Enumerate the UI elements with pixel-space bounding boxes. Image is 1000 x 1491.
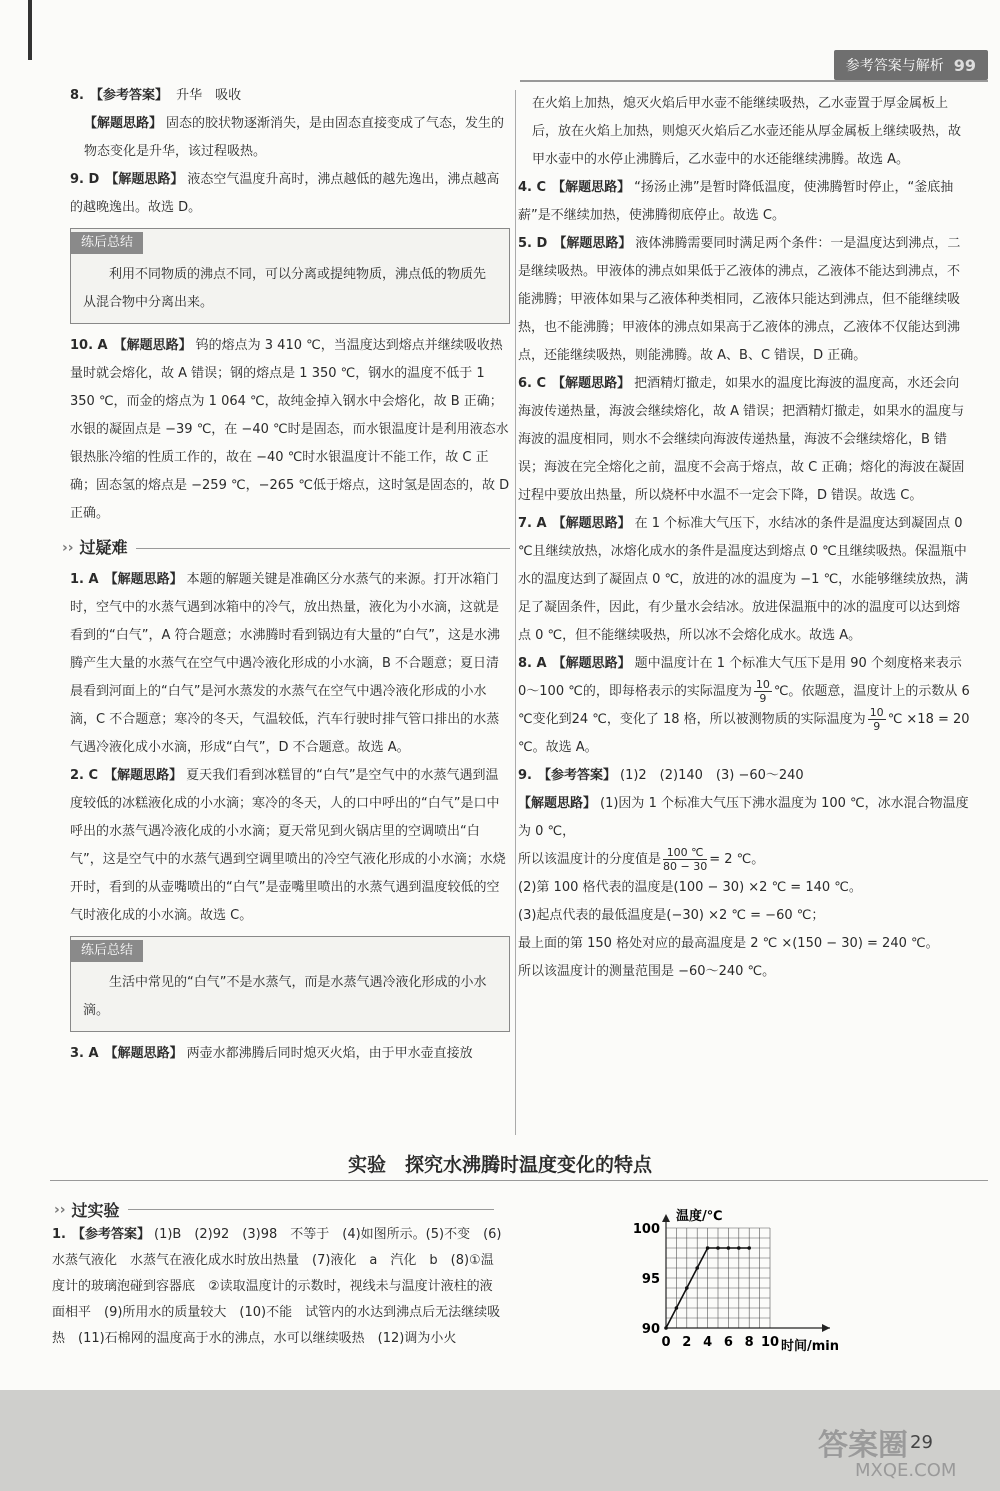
left-column — [62, 82, 510, 1068]
hint-text: 液体沸腾需要同时满足两个条件：一是温度达到沸点，二是继续吸热。甲液体的沸点如果低于乙液体的沸点，乙液体不能达到沸点，不能沸腾；甲液体如果与乙液体种类相同，乙液体只能达到沸点，但不能继续吸热，也不能沸腾；甲液体的沸点如果高于乙液体的沸点，乙液体不仅能达到沸点，还能继续吸热，则能沸腾。故 A、B、C 错误，D 正确。 — [518, 236, 961, 363]
answer-tag: 【参考答案】 — [89, 88, 168, 103]
difficult-2 — [70, 762, 510, 930]
answer-9-line: (3)起点代表的最低温度是(−30) ×2 ℃ = −60 ℃； — [518, 908, 825, 923]
fraction-numerator: 10 — [755, 678, 770, 691]
answer-8 — [70, 82, 510, 110]
column-divider — [515, 90, 516, 1135]
logo-icon: 99 — [953, 55, 976, 75]
hint-text: ℃。依题意，温度计上的示数从 6 ℃变化到24 ℃，变化了 18 格，所以被测物质的实际温度为 — [518, 684, 970, 727]
hint-tag: 【解题思路】 — [104, 768, 183, 783]
answer-9-hint — [518, 790, 970, 846]
hint-text: 夏天我们看到冰糕冒的“白气”是空气中的水蒸气遇到温度较低的冰糕液化成的小水滴；寒冷的冬天，人的口中呼出的“白气”是口中呼出的水蒸气遇冷液化成的小水滴；夏天常见到火锅店里的空调喷出“白气”，这是空气中的水蒸气遇到空调里喷出的冷空气液化形成的小水滴；水烧开时，看到的从壶嘴喷出的“白气”是壶嘴里喷出的水蒸气遇到温度较低的空气时液化成的小水滴。故选 C。 — [70, 768, 506, 923]
hint-text: “扬汤止沸”是暂时降低温度，使沸腾暂时停止，“釜底抽薪”是不继续加热，使沸腾彻底停止。故选 C。 — [518, 180, 954, 223]
answer-9-line: (2)第 100 格代表的温度是(100 − 30) ×2 ℃ = 140 ℃。 — [518, 880, 862, 895]
section-title: 过疑难 — [79, 538, 128, 557]
data-point — [685, 1286, 689, 1290]
difficult-7 — [518, 510, 970, 650]
x-tick-label: 6 — [723, 1335, 733, 1350]
x-tick-label: 8 — [744, 1335, 754, 1350]
answer-text: (1)2 (2)140 (3) −60～240 — [620, 768, 804, 783]
question-number: 7. A — [518, 516, 547, 531]
question-number: 10. A — [70, 338, 108, 353]
hint-tag: 【解题思路】 — [553, 236, 632, 251]
answer-tag: 【参考答案】 — [537, 768, 616, 783]
y-tick-label: 95 — [641, 1272, 660, 1287]
data-point — [695, 1266, 699, 1270]
x-tick-label: 10 — [760, 1335, 780, 1350]
fraction-denominator: 9 — [873, 720, 881, 733]
difficult-1 — [70, 566, 510, 762]
data-point — [727, 1246, 731, 1250]
summary-box — [70, 228, 510, 324]
header-rule — [520, 80, 988, 82]
hint-text: 在 1 个标准大气压下，水结冰的条件是温度达到凝固点 0 ℃且继续放热，冰熔化成水的条件是温度达到熔点 0 ℃且继续吸热。保温瓶中水的温度达到了凝固点 0 ℃，放进的冰的温度为 −1 ℃，水能够继续放热，满足了凝固条件，因此，有少量水会结冰。放进保温瓶中的冰的温度可以达到熔点 0 ℃，但不能继续吸热，所以冰不会熔化成水。故选 A。 — [518, 516, 969, 643]
data-point — [706, 1246, 710, 1250]
hint-tag: 【解题思路】 — [104, 572, 183, 587]
question-number: 1. A — [70, 572, 99, 587]
hint-text: (1)因为 1 个标准大气压下沸水温度为 100 ℃，冰水混合物温度为 0 ℃， — [518, 796, 969, 839]
hint-tag: 【解题思路】 — [552, 376, 631, 391]
temperature-chart-svg — [620, 1200, 880, 1370]
section-title: 过实验 — [71, 1201, 120, 1220]
hint-tag: 【解题思路】 — [518, 796, 597, 811]
question-number: 8. — [70, 88, 84, 103]
x-axis-label: 时间/min — [780, 1339, 840, 1354]
answer-8-hint — [70, 110, 510, 166]
answer-tag: 【参考答案】 — [71, 1227, 150, 1242]
hint-tag: 【解题思路】 — [104, 1046, 183, 1061]
data-point — [747, 1246, 751, 1250]
hint-text: 把酒精灯撤走，如果水的温度比海波的温度高，水还会向海波传递热量，海波会继续熔化，故 A 错误；把酒精灯撤走，如果水的温度与海波的温度相同，则水不会继续向海波传递热量，海波不会继续熔化，B 错误；海波在完全熔化之前，温度不会高于熔点，故 C 正确；熔化的海波在凝固过程中要放出热量，所以烧杯中水温不一定会下降，D 错误。故选 C。 — [518, 376, 965, 503]
section-heading-difficult — [62, 534, 510, 562]
answer-9-line — [518, 846, 970, 874]
section-heading-experiment — [54, 1198, 494, 1221]
difficult-6 — [518, 370, 970, 510]
question-number: 9. — [518, 768, 532, 783]
y-tick-label: 100 — [632, 1222, 660, 1237]
hint-tag: 【解题思路】 — [552, 516, 631, 531]
hint-text: 两壶水都沸腾后同时熄灭火焰，由于甲水壶直接放 — [186, 1046, 473, 1061]
y-axis-arrow — [662, 1214, 670, 1222]
question-number: 9. D — [70, 172, 100, 187]
summary-box-title: 练后总结 — [71, 232, 143, 254]
fraction — [868, 706, 886, 733]
margin-bar — [28, 0, 32, 60]
answer-9-right — [518, 762, 970, 790]
hint-text: 本题的解题关键是准确区分水蒸气的来源。打开冰箱门时，空气中的水蒸气遇到冰箱中的冷气，放出热量，液化为小水滴，这就是看到的“白气”，A 符合题意；水沸腾时看到锅边有大量的“白气”，这是水沸腾产生大量的水蒸气在空气中遇冷液化形成的小水滴，B 不合题意；夏日清晨看到河面上的“白气”是河水蒸发的水蒸气在空气中遇冷液化形成的小水滴，C 不合题意；寒冷的冬天，气温较低，汽车行驶时排气管口排出的水蒸气遇冷液化成小水滴，形成“白气”，D 不合题意。故选 A。 — [70, 572, 500, 755]
answer-text: 升华 吸收 — [176, 88, 242, 103]
hint-tag: 【解题思路】 — [105, 172, 184, 187]
difficult-4 — [518, 174, 970, 230]
hint-text: = 2 ℃。 — [709, 852, 765, 867]
hint-tag: 【解题思路】 — [84, 116, 163, 131]
hint-text: 液态空气温度升高时，沸点越低的越先逸出，沸点越高的越晚逸出。故选 D。 — [70, 172, 500, 215]
question-number: 2. C — [70, 768, 99, 783]
header-tag — [834, 50, 988, 80]
question-number: 3. A — [70, 1046, 99, 1061]
answer-9 — [70, 166, 510, 222]
x-tick-label: 0 — [661, 1335, 671, 1350]
answer-text: (1)B (2)92 (3)98 不等于 (4)如图所示。(5)不变 (6)水蒸气液化 水蒸气在液化成水时放出热量 (7)液化 a 汽化 b (8)①温度计的玻璃泡碰到容器底 ②读取温度计的示数时，视线未与温度计液柱的液面相平 (9)所用水的质量较大 (10)不能 试管内的水达到沸点后无法继续吸热 (11)石棉网的温度高于水的沸点，水可以继续吸热 (12)调为小火 — [52, 1227, 502, 1346]
hint-text: ℃ ×18 = 20 ℃。故选 A。 — [518, 712, 970, 755]
answer-9-line: 所以该温度计的测量范围是 −60～240 ℃。 — [518, 964, 776, 979]
hint-text: 钨的熔点为 3 410 ℃，当温度达到熔点并继续吸收热量时就会熔化，故 A 错误；钢的熔点是 1 350 ℃，钢水的温度不低于 1 350 ℃，而金的熔点为 1 064 ℃，故纯金掉入钢水中会熔化，故 B 正确；水银的凝固点是 −39 ℃，在 −40 ℃时是固态，而水银温度计是利用液态水银热胀冷缩的性质工作的，故在 −40 ℃时水银温度计不能工作，故 C 正确；固态氢的熔点是 −259 ℃，−265 ℃低于熔点，这时氢是固态的，故 D 正确。 — [70, 338, 510, 521]
fraction-numerator: 100 ℃ — [663, 846, 707, 860]
summary-box-text: 利用不同物质的沸点不同，可以分离或提纯物质，沸点低的物质先从混合物中分离出来。 — [83, 267, 487, 310]
y-axis-label: 温度/℃ — [676, 1209, 723, 1224]
watermark-logo: 答案圈 — [818, 1428, 908, 1463]
hint-text: 所以该温度计的分度值是 — [518, 852, 662, 867]
data-point — [716, 1246, 720, 1250]
question-number: 4. C — [518, 180, 547, 195]
question-number: 6. C — [518, 376, 547, 391]
summary-box — [70, 936, 510, 1032]
temperature-chart — [620, 1200, 880, 1370]
summary-box-text: 生活中常见的“白气”不是水蒸气，而是水蒸气遇冷液化形成的小水滴。 — [83, 975, 487, 1018]
difficult-5 — [518, 230, 970, 370]
hint-tag: 【解题思路】 — [552, 656, 631, 671]
section-rule — [128, 1209, 494, 1210]
hint-text: 题中温度计在 1 个标准大气压下是用 90 个刻度格来表示 0～100 ℃的，即每格表示的实际温度为 — [518, 656, 962, 699]
x-tick-label: 2 — [682, 1335, 692, 1350]
hint-tag: 【解题思路】 — [552, 180, 631, 195]
summary-box-title: 练后总结 — [71, 940, 143, 962]
chevron-icon: ›› — [62, 540, 74, 556]
fraction-numerator: 10 — [869, 706, 884, 719]
page-number: 29 — [910, 1432, 933, 1453]
fraction-denominator: 80 − 30 — [663, 860, 708, 873]
fraction-denominator: 9 — [759, 692, 767, 705]
answer-9-line: 最上面的第 150 格处对应的最高温度是 2 ℃ ×(150 − 30) = 240 ℃。 — [518, 936, 939, 951]
data-point — [664, 1326, 668, 1330]
fraction — [754, 678, 772, 705]
experiment-title: 实验 探究水沸腾时温度变化的特点 — [347, 1154, 652, 1176]
data-point — [737, 1246, 741, 1250]
x-axis-arrow — [822, 1324, 830, 1332]
hint-tag: 【解题思路】 — [113, 338, 192, 353]
question-number: 8. A — [518, 656, 547, 671]
hint-text: 固态的胶状物逐渐消失，是由固态直接变成了气态，发生的物态变化是升华，该过程吸热。 — [84, 116, 505, 159]
experiment-rule — [50, 1180, 988, 1181]
difficult-8 — [518, 650, 970, 762]
x-tick-label: 4 — [703, 1335, 713, 1350]
header-label: 参考答案与解析 — [845, 58, 944, 74]
section-rule — [136, 548, 510, 549]
fraction — [663, 846, 707, 873]
difficult-3 — [70, 1040, 510, 1068]
watermark-url: MXQE.COM — [855, 1460, 957, 1481]
y-tick-label: 90 — [641, 1322, 660, 1337]
question-number: 5. D — [518, 236, 548, 251]
question-number: 1. — [52, 1227, 66, 1242]
difficult-3-continued: 在火焰上加热，熄灭火焰后甲水壶不能继续吸热，乙水壶置于厚金属板上后，放在火焰上加热，则熄灭火焰后乙水壶还能从厚金属板上继续吸热，故甲水壶中的水停止沸腾后，乙水壶中的水还能继续沸腾。故选 A。 — [532, 96, 962, 167]
chevron-icon: ›› — [54, 1201, 66, 1218]
experiment-answer-1 — [52, 1222, 502, 1352]
answer-10 — [70, 332, 510, 528]
right-column — [518, 90, 970, 986]
data-point — [675, 1306, 679, 1310]
